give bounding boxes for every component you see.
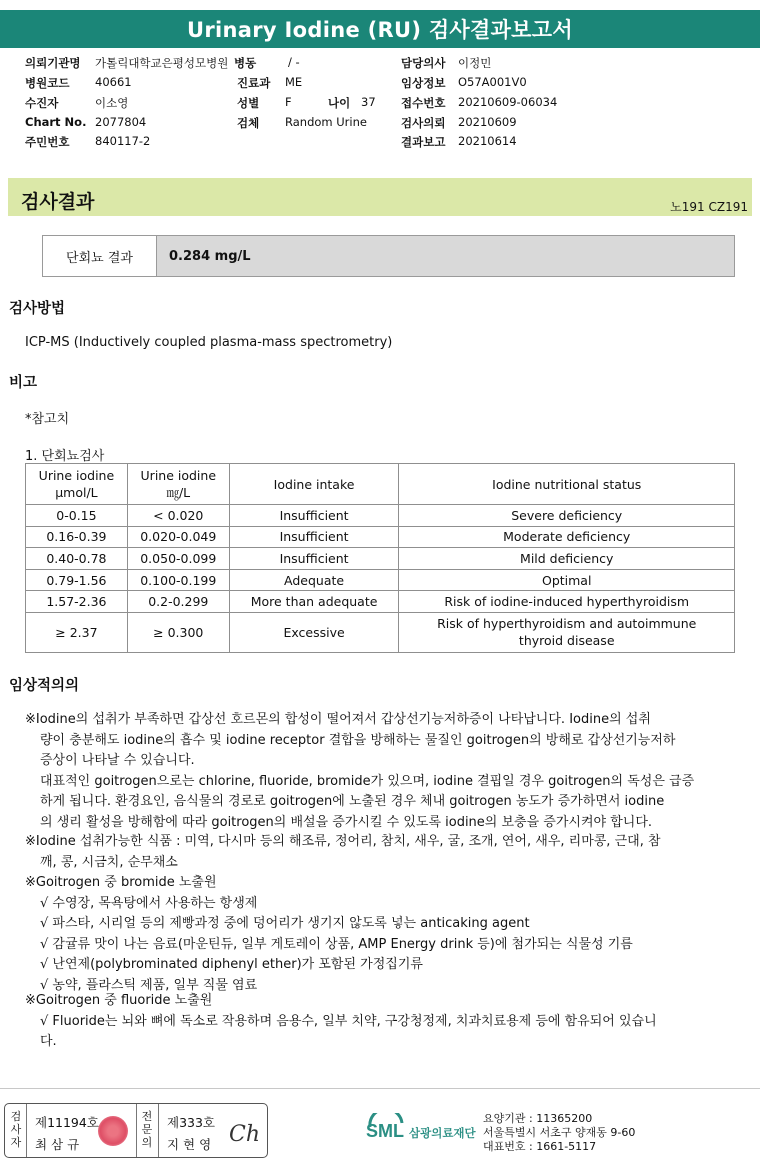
- clinical-heading: 임상적의의: [9, 678, 80, 694]
- text-line: 의 생리 활성을 방해함에 따라 goitrogen의 배설을 증가시킬 수 있도록 iodine의 보충을 증가시켜야 합니다.: [40, 814, 653, 830]
- table-cell: Severe deficiency: [399, 505, 735, 527]
- header-mg: Urine iodine ㎎/L: [127, 464, 229, 505]
- text-line: ※Iodine의 섭취가 부족하면 갑상선 호르몬의 합성이 떨어져서 갑상선기능저하증이 나타납니다. Iodine의 섭취: [25, 712, 651, 727]
- table-row: [26, 591, 735, 613]
- list-item: 다.: [40, 1034, 57, 1049]
- age-label: 나이: [328, 96, 351, 110]
- table-row: [26, 505, 735, 527]
- list-item: √ 감귤류 맛이 나는 음료(마운틴듀, 일부 게토레이 상품, AMP Energy drink 등)에 첨가되는 식물성 기름: [40, 936, 633, 952]
- table-cell: Risk of hyperthyroidism and autoimmune thyroid disease: [399, 612, 735, 652]
- fluoride-heading: ※Goitrogen 중 fluoride 노출원: [25, 993, 213, 1008]
- table-caption: 1. 단회뇨검사: [25, 449, 105, 464]
- header-umol: Urine iodine μmol/L: [26, 464, 128, 505]
- doctor-label: 담당의사: [401, 56, 446, 70]
- result-heading: 검사결과: [21, 191, 95, 213]
- text-line: ※Iodine 섭취가능한 식품 : 미역, 다시마 등의 해조류, 정어리, 참치, 새우, 굴, 조개, 연어, 새우, 리마콩, 근대, 참: [25, 834, 661, 849]
- dept-label: 진료과: [237, 76, 271, 90]
- table-cell: Risk of iodine-induced hyperthyroidism: [399, 591, 735, 613]
- clinical-paragraph-2: [25, 832, 661, 873]
- table-header-row: [26, 464, 735, 505]
- table-cell: Insufficient: [229, 505, 399, 527]
- text-line: 대표적인 goitrogen으로는 chlorine, fluoride, bromide가 있으며, iodine 결핍일 경우 goitrogen의 독성은 급증: [40, 773, 695, 789]
- method-text: ICP-MS (Inductively coupled plasma-mass spectrometry): [25, 335, 393, 350]
- info-row-2: [0, 75, 760, 94]
- handwritten-signature: Ch: [229, 1122, 261, 1147]
- list-item: √ Fluoride는 뇌와 뼈에 독소로 작용하며 음용수, 일부 치약, 구강청정제, 치과치료용제 등에 함유되어 있습니: [40, 1013, 657, 1029]
- report-date-label: 결과보고: [401, 135, 446, 149]
- ward-label: 병동: [234, 56, 257, 70]
- logo-text: SML: [366, 1121, 404, 1141]
- table-cell: 1.57-2.36: [26, 591, 128, 613]
- receipt-value: 20210609-06034: [458, 95, 558, 109]
- footer-divider: [0, 1088, 760, 1089]
- specialist-label: 전문의: [141, 1110, 153, 1149]
- table-cell: Insufficient: [229, 526, 399, 548]
- request-label: 검사의뢰: [401, 116, 446, 130]
- table-cell: 0.050-0.099: [127, 548, 229, 570]
- info-row-5: [0, 134, 760, 153]
- info-row-4: [0, 115, 760, 134]
- result-box: [42, 235, 735, 277]
- result-section-header: [8, 178, 752, 216]
- clinical-info-value: O57A001V0: [458, 75, 527, 89]
- report-date-value: 20210614: [458, 134, 517, 148]
- table-cell: Moderate deficiency: [399, 526, 735, 548]
- result-value: 0.284 mg/L: [169, 248, 251, 264]
- table-cell: 0.2-0.299: [127, 591, 229, 613]
- specialist-number: 제333호: [167, 1115, 216, 1130]
- patient-label: 수진자: [25, 96, 59, 110]
- text-line: 하게 됩니다. 환경요인, 음식물의 경로로 goitrogen에 노출된 경우 체내 goitrogen 농도가 증가하면서 iodine: [40, 794, 665, 809]
- examiner-label: 검사자: [10, 1110, 22, 1149]
- request-value: 20210609: [458, 115, 517, 129]
- chart-value: 2077804: [95, 115, 147, 129]
- sex-value: F: [285, 95, 292, 109]
- list-item: √ 농약, 플라스틱 제품, 일부 직물 염료: [40, 977, 258, 993]
- reference-label: *참고치: [25, 412, 70, 427]
- result-label: 단회뇨 결과: [43, 236, 157, 276]
- table-cell: Mild deficiency: [399, 548, 735, 570]
- specimen-value: Random Urine: [285, 115, 367, 129]
- seal-stamp: [98, 1116, 128, 1146]
- remarks-heading: 비고: [9, 375, 38, 391]
- specimen-label: 검체: [237, 116, 260, 130]
- clinical-info-label: 임상정보: [401, 76, 446, 90]
- resident-value: 840117-2: [95, 134, 151, 148]
- doctor-value: 이정민: [458, 56, 492, 70]
- dept-value: ME: [285, 75, 303, 89]
- text-line: 증상이 나타날 수 있습니다.: [40, 753, 195, 768]
- table-cell: 0.79-1.56: [26, 569, 128, 591]
- table-row: [26, 548, 735, 570]
- hospital-code-label: 병원코드: [25, 76, 70, 90]
- receipt-label: 접수번호: [401, 96, 446, 110]
- age-value: 37: [361, 95, 376, 109]
- resident-label: 주민번호: [25, 135, 70, 149]
- bromide-heading: ※Goitrogen 중 bromide 노출원: [25, 875, 217, 890]
- table-cell: 0-0.15: [26, 505, 128, 527]
- fluoride-sources: [25, 991, 657, 1053]
- table-row: [26, 612, 735, 652]
- org-line: 요양기관 : 11365200: [483, 1112, 593, 1125]
- hospital-value: 가톨릭대학교은평성모병원: [95, 56, 229, 70]
- table-cell: 0.40-0.78: [26, 548, 128, 570]
- bromide-sources: [25, 873, 633, 996]
- list-item: √ 수영장, 목욕탕에서 사용하는 항생제: [40, 895, 258, 911]
- report-title: Urinary Iodine (RU) 검사결과보고서: [0, 10, 760, 48]
- sex-label: 성별: [237, 96, 260, 110]
- table-cell: ≥ 0.300: [127, 612, 229, 652]
- patient-info: [0, 55, 760, 155]
- reference-table: [25, 463, 735, 653]
- info-row-3: [0, 95, 760, 114]
- signature-box: [4, 1103, 268, 1158]
- method-heading: 검사방법: [9, 301, 66, 317]
- table-cell: 0.020-0.049: [127, 526, 229, 548]
- org-line: 서울특별시 서초구 양재동 9-60: [483, 1126, 636, 1139]
- org-info: [483, 1112, 635, 1154]
- specialist-name: 지 현 영: [167, 1137, 212, 1152]
- table-cell: < 0.020: [127, 505, 229, 527]
- table-cell: Excessive: [229, 612, 399, 652]
- table-cell: ≥ 2.37: [26, 612, 128, 652]
- ward-value: / -: [288, 55, 300, 69]
- patient-value: 이소영: [95, 96, 129, 110]
- table-row: [26, 569, 735, 591]
- examiner-name: 최 삼 규: [35, 1137, 80, 1152]
- clinical-paragraph-1: [25, 710, 694, 833]
- header-status: Iodine nutritional status: [399, 464, 735, 505]
- org-line: 대표번호 : 1661-5117: [483, 1140, 597, 1153]
- hospital-code-value: 40661: [95, 75, 132, 89]
- table-cell: Insufficient: [229, 548, 399, 570]
- org-name: 삼광의료재단: [409, 1126, 476, 1140]
- examiner-number: 제11194호: [35, 1115, 99, 1130]
- text-line: 깨, 콩, 시금치, 순무채소: [40, 854, 178, 870]
- table-cell: 0.100-0.199: [127, 569, 229, 591]
- table-cell: More than adequate: [229, 591, 399, 613]
- table-cell: 0.16-0.39: [26, 526, 128, 548]
- list-item: √ 파스타, 시리얼 등의 제빵과정 중에 덩어리가 생기지 않도록 넣는 anticaking agent: [40, 916, 530, 931]
- list-item: √ 난연제(polybrominated diphenyl ether)가 포함된 가정집기류: [40, 957, 423, 972]
- text-line: 량이 충분해도 iodine의 흡수 및 iodine receptor 결합을 방해하는 물질인 goitrogen의 방해로 갑상선기능저하: [40, 732, 676, 748]
- header-intake: Iodine intake: [229, 464, 399, 505]
- info-row-1: [0, 55, 760, 74]
- result-code: 노191 CZ191: [670, 200, 748, 214]
- chart-label: Chart No.: [25, 115, 87, 129]
- hospital-label: 의뢰기관명: [25, 56, 81, 70]
- sml-logo: [366, 1113, 478, 1153]
- table-row: [26, 526, 735, 548]
- table-cell: Adequate: [229, 569, 399, 591]
- table-cell: Optimal: [399, 569, 735, 591]
